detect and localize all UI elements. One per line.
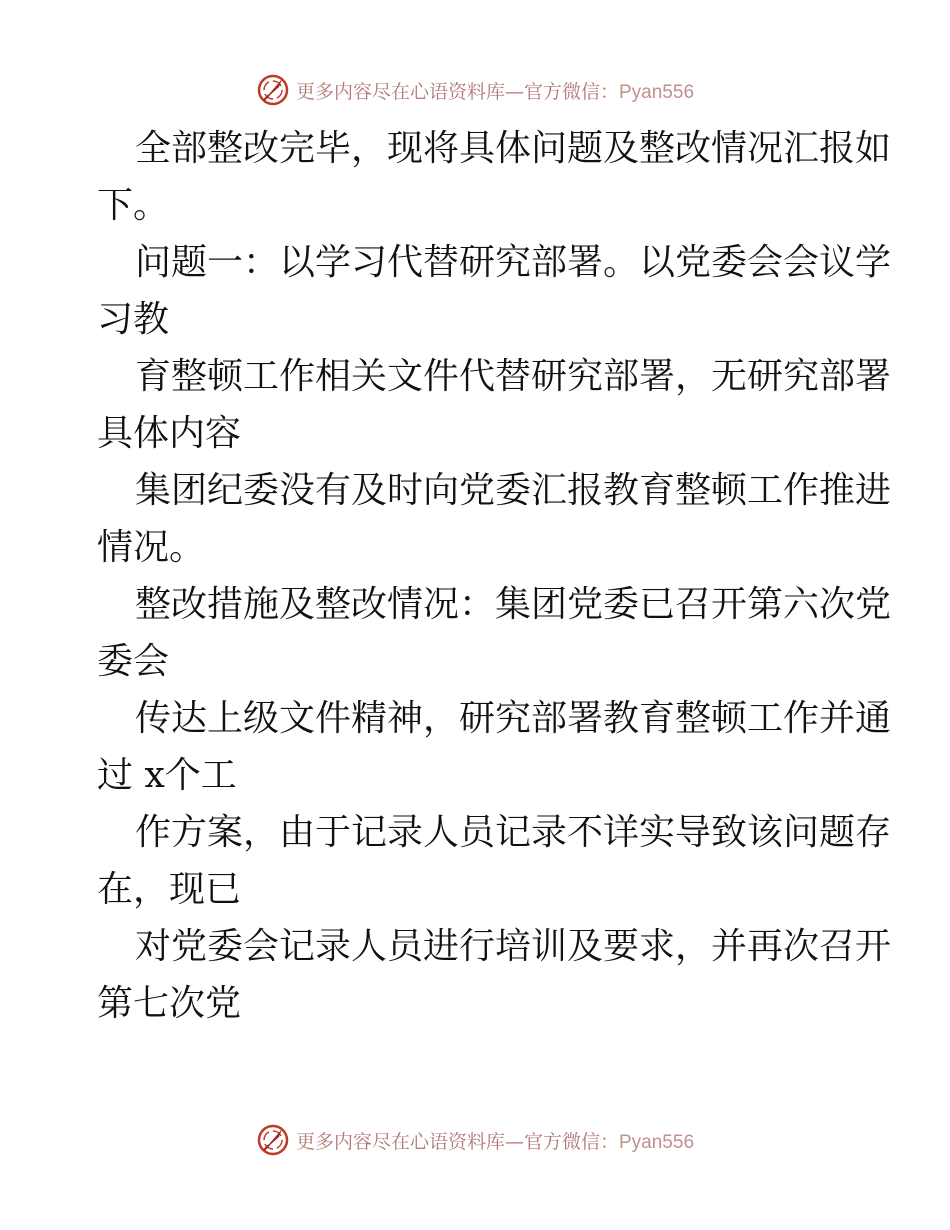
body-line: 全部整改完毕，现将具体问题及整改情况汇报如 (135, 128, 892, 169)
body-line: 作方案，由于记录人员记录不详实导致该问题存 (135, 812, 892, 853)
quill-logo-icon (256, 1123, 290, 1157)
body-line: 整改措施及整改情况：集团党委已召开第六次党 (135, 584, 892, 625)
footer-watermark-text: 更多内容尽在心语资料库—官方微信：Pyan556 (295, 1130, 695, 1153)
footer-watermark (0, 1120, 950, 1160)
body-line: 具体内容 (97, 413, 242, 454)
header-watermark (0, 70, 950, 110)
header-watermark-text: 更多内容尽在心语资料库—官方微信：Pyan556 (295, 80, 695, 103)
body-line: 对党委会记录人员进行培训及要求，并再次召开 (135, 926, 892, 967)
document-body (97, 120, 892, 1032)
body-line: 传达上级文件精神，研究部署教育整顿工作并通 (135, 698, 892, 739)
body-line: 习教 (97, 299, 170, 340)
quill-logo-icon (256, 73, 290, 107)
body-line: 在，现已 (97, 869, 242, 910)
body-line: 育整顿工作相关文件代替研究部署，无研究部署 (135, 356, 892, 397)
body-line: 第七次党 (97, 983, 242, 1024)
body-line: 下。 (97, 185, 170, 226)
body-line: 集团纪委没有及时向党委汇报教育整顿工作推进 (135, 470, 892, 511)
body-line: 委会 (97, 641, 170, 682)
body-line: 过 x个工 (97, 755, 237, 796)
body-line: 问题一：以学习代替研究部署。以党委会会议学 (135, 242, 892, 283)
body-line: 情况。 (97, 527, 206, 568)
